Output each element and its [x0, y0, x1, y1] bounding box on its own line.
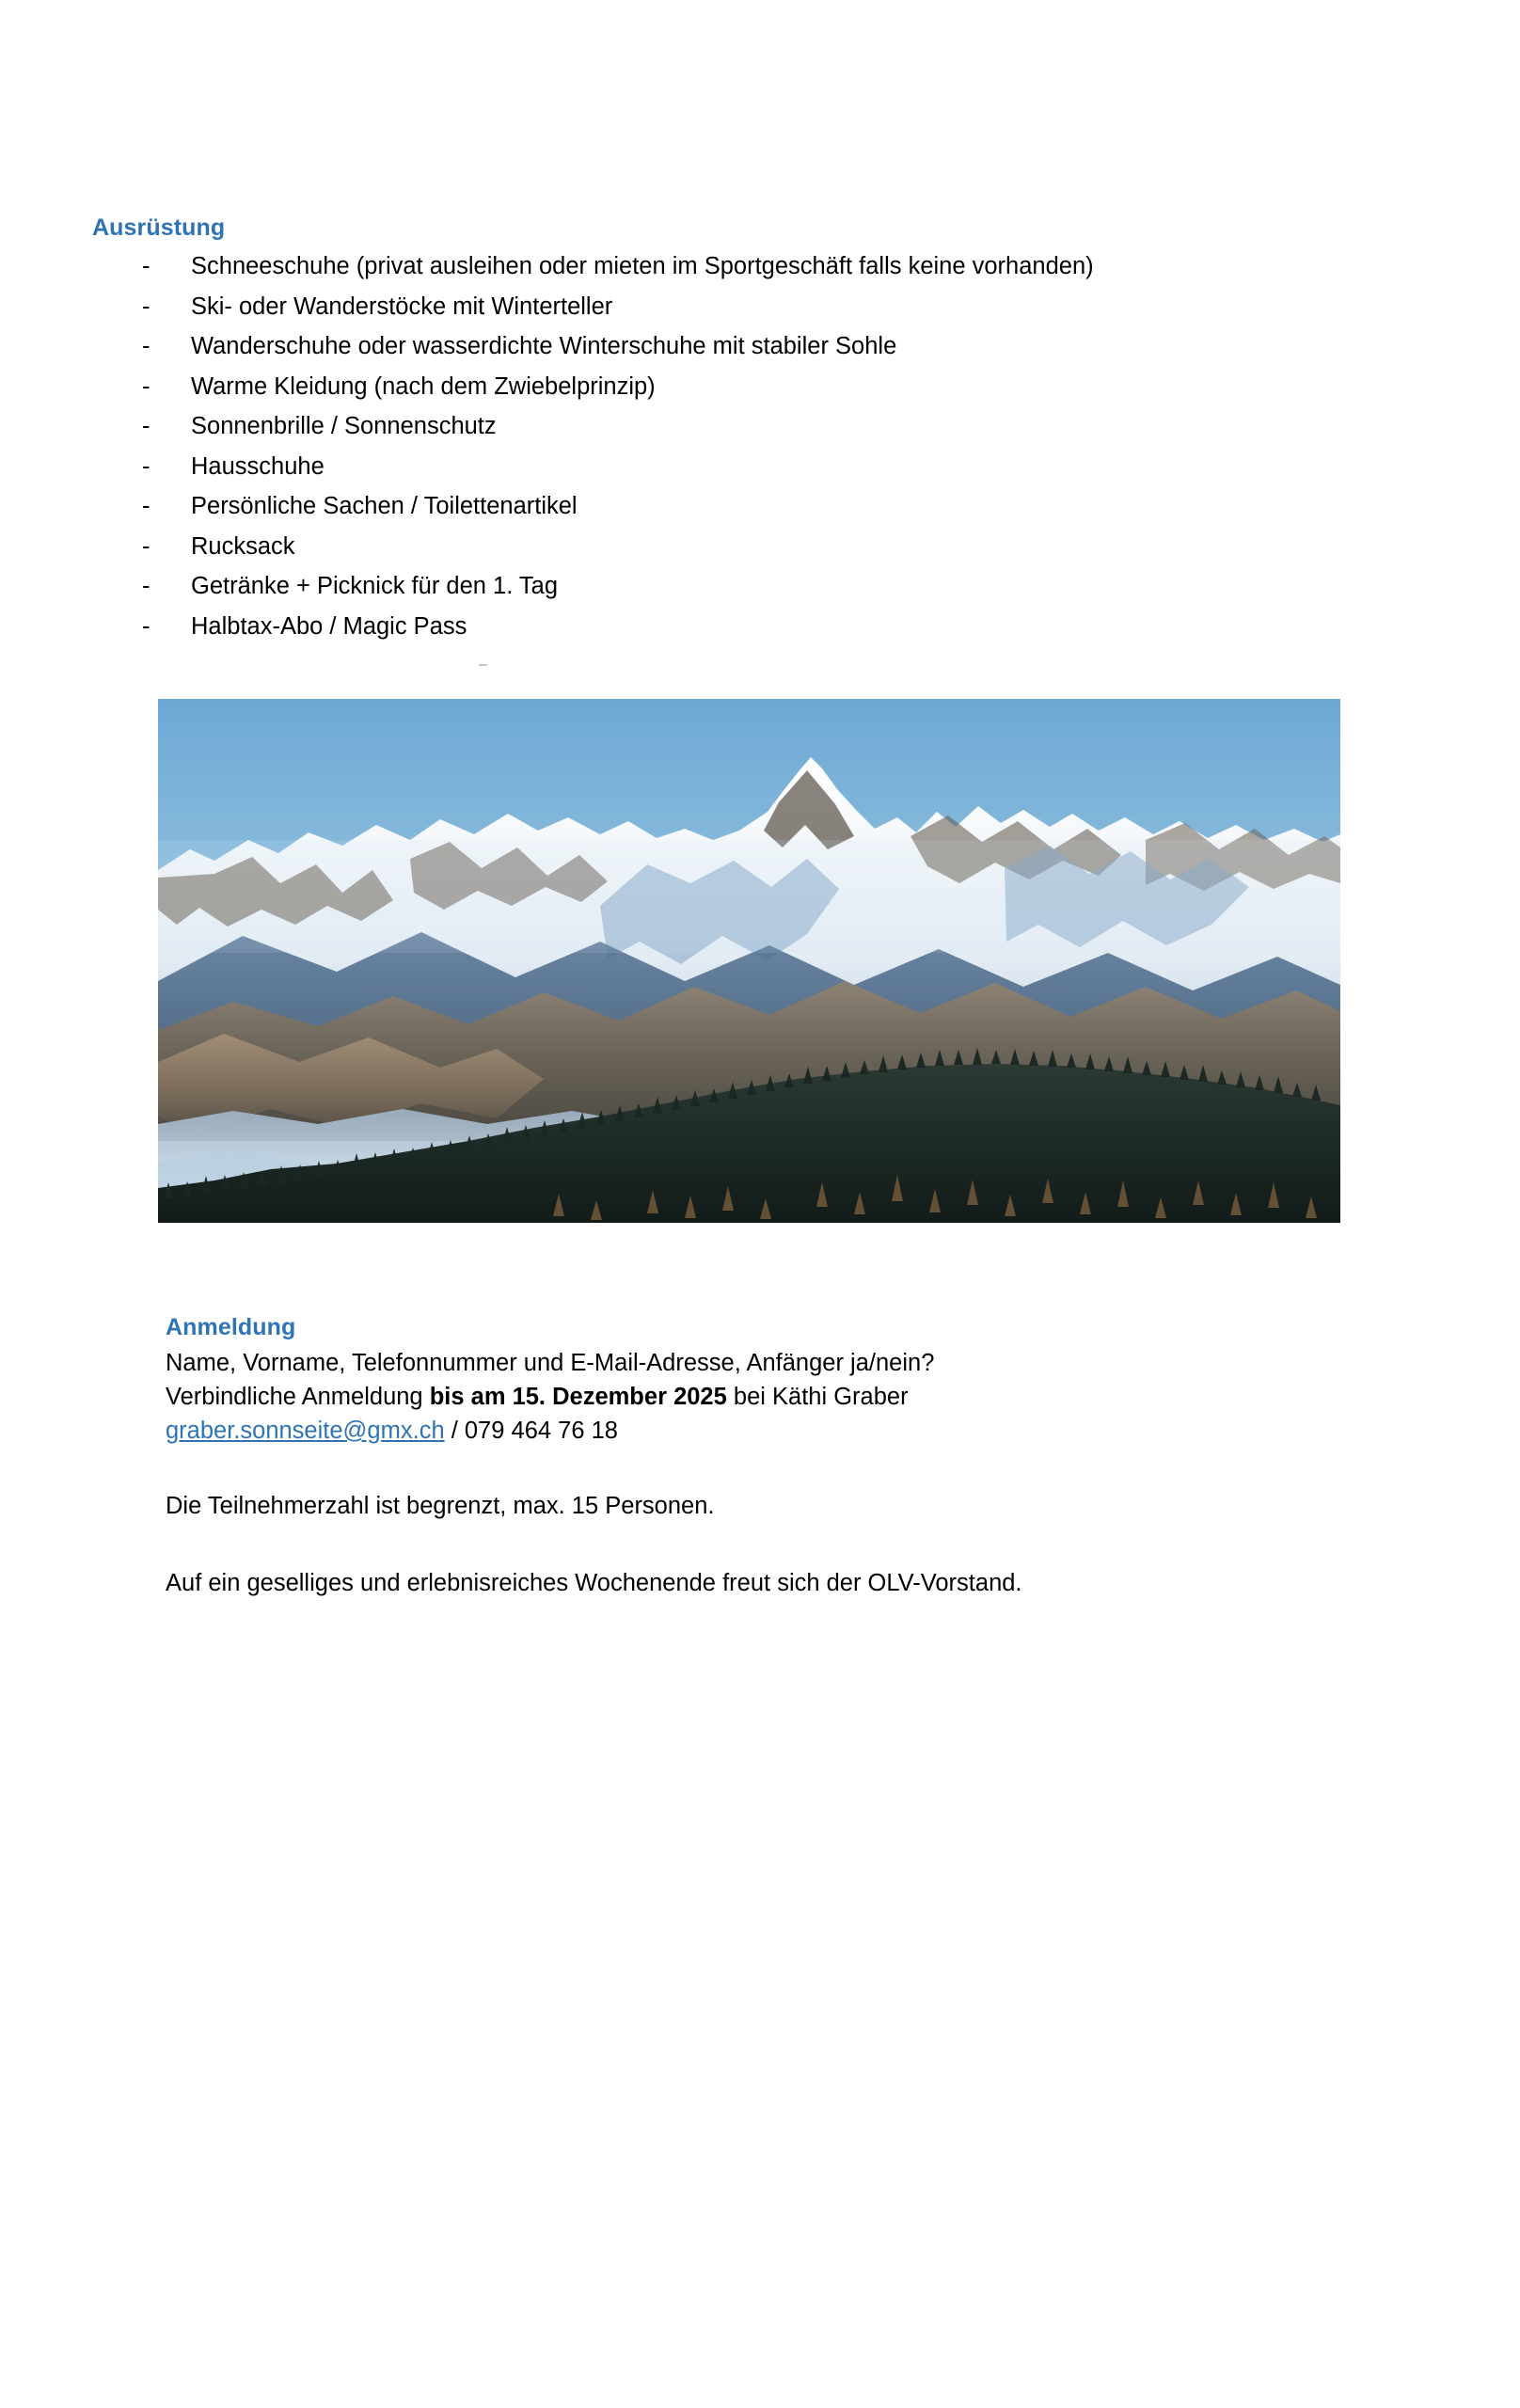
- email-link[interactable]: graber.sonnseite@gmx.ch: [166, 1418, 445, 1444]
- registration-details-line: [166, 1346, 934, 1380]
- equipment-list: [92, 246, 1353, 646]
- mountain-panorama-image: [158, 699, 1340, 1223]
- participant-limit-text: Die Teilnehmerzahl ist begrenzt, max. 15 Personen.: [166, 1493, 715, 1519]
- bullet-dash-icon: -: [142, 452, 150, 480]
- bullet-dash-icon: -: [142, 253, 150, 279]
- atmospheric-haze: [158, 840, 1340, 953]
- registration-details-text: Name, Vorname, Telefonnummer und E-Mail-Adresse, Anfänger ja/nein?: [166, 1350, 935, 1376]
- registration-deadline-line: [166, 1380, 909, 1414]
- list-item-label: Getränke + Picknick für den 1. Tag: [191, 573, 559, 599]
- phone-number-text: / 079 464 76 18: [444, 1418, 618, 1444]
- list-item: [92, 447, 1353, 487]
- list-item: [92, 527, 1353, 567]
- bullet-dash-icon: -: [142, 493, 150, 519]
- deadline-date-text: bis am 15. Dezember 2025: [429, 1384, 727, 1410]
- list-item: [92, 486, 1353, 527]
- deadline-contact-text: bei Käthi Graber: [726, 1384, 909, 1410]
- list-item-label: Persönliche Sachen / Toilettenartikel: [191, 493, 578, 519]
- list-item-label: Wanderschuhe oder wasserdichte Winterschuhe mit stabiler Sohle: [191, 333, 897, 359]
- equipment-heading: Ausrüstung: [92, 214, 226, 241]
- mountain-illustration: [158, 699, 1340, 1223]
- list-item-label: Warme Kleidung (nach dem Zwiebelprinzip): [191, 372, 656, 400]
- list-item-label: Hausschuhe: [191, 452, 325, 480]
- deadline-prefix-text: Verbindliche Anmeldung: [166, 1384, 430, 1410]
- closing-text: Auf ein geselliges und erlebnisreiches Wochenende freut sich der OLV-Vorstand.: [166, 1570, 1022, 1596]
- bullet-dash-icon: -: [142, 413, 150, 439]
- list-item-label: Halbtax-Abo / Magic Pass: [191, 612, 467, 640]
- list-item: [92, 246, 1353, 287]
- bullet-dash-icon: -: [142, 532, 150, 560]
- bullet-dash-icon: -: [142, 573, 150, 599]
- list-item-label: Schneeschuhe (privat ausleihen oder mieten im Sportgeschäft falls keine vorhanden): [191, 253, 1094, 279]
- list-item-label: Sonnenbrille / Sonnenschutz: [191, 413, 497, 439]
- list-item-label: Ski- oder Wanderstöcke mit Winterteller: [191, 293, 613, 320]
- closing-line: [166, 1566, 1022, 1600]
- list-item-label: Rucksack: [191, 532, 295, 560]
- list-item: [92, 326, 1353, 367]
- list-item: [92, 406, 1353, 447]
- participant-limit-line: [166, 1489, 715, 1523]
- paragraph-anchor-mark: [479, 664, 487, 666]
- bullet-dash-icon: -: [142, 372, 150, 400]
- bullet-dash-icon: -: [142, 293, 150, 320]
- list-item: [92, 287, 1353, 327]
- list-item: [92, 367, 1353, 407]
- list-item: [92, 607, 1353, 647]
- bullet-dash-icon: -: [142, 333, 150, 359]
- bullet-dash-icon: -: [142, 612, 150, 640]
- registration-heading: Anmeldung: [166, 1314, 296, 1340]
- contact-line: [166, 1414, 618, 1448]
- list-item: [92, 566, 1353, 607]
